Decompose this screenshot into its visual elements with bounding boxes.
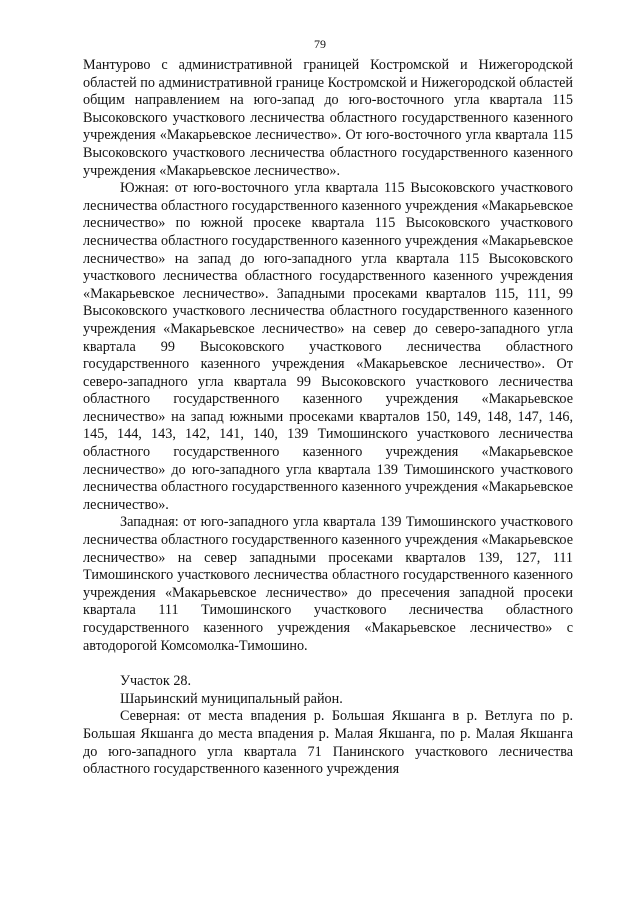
section-heading: Участок 28. — [120, 673, 192, 690]
paragraph-south-boundary: Южная: от юго-восточного угла квартала 115 Высоковского участкового лесничества областного государственного казенного учреждения «Макарьевское лесничество» по южной просеке квартала 115 Высоковского участкового лесничества областного государственного казенного учреждения «Макарьевское лесничество» на запад до юго-западного угла квартала 115 Высоковского участкового лесничества областного государственного казенного учреждения «Макарьевское лесничество». Западными просеками кварталов 115, 111, 99 Высоковского участкового лесничества областного государственного казенного учреждения «Макарьевское лесничество» на север до северо-западного угла квартала 99 Высоковского участкового лесничества областного государственного казенного учреждения «Макарьевское лесничество». От северо-западного угла квартала 99 Высоковского участкового лесничества областного государственного казенного учреждения «Макарьевское лесничество» на запад южными просеками кварталов 150, 149, 148, 147, 146, 145, 144, 143, 142, 141, 140, 139 Тимошинского участкового лесничества областного государственного казенного учреждения «Макарьевское лесничество» до юго-западного угла квартала 139 Тимошинского участкового лесничества областного государственного казенного учреждения «Макарьевское лесничество». — [83, 180, 573, 513]
paragraph-north-boundary: Северная: от места впадения р. Большая Якшанга в р. Ветлуга по р. Большая Якшанга до места впадения р. Малая Якшанга, по р. Малая Якшанга до юго-западного угла квартала 71 Панинского участкового лесничества областного государственного казенного учреждения — [83, 708, 573, 778]
district-name: Шарьинский муниципальный район. — [120, 690, 343, 707]
document-body — [83, 57, 573, 779]
paragraph-continuation: Мантурово с административной границей Костромской и Нижегородской областей по административной границе Костромской и Нижегородской областей общим направлением на юго-запад до юго-восточного угла квартала 115 Высоковского участкового лесничества областного государственного казенного учреждения «Макарьевское лесничество». От юго-восточного угла квартала 115 Высоковского участкового лесничества областного государственного казенного учреждения «Макарьевское лесничество». — [83, 57, 573, 179]
page-number: 79 — [314, 37, 326, 51]
paragraph-spacer — [83, 655, 573, 673]
paragraph-west-boundary: Западная: от юго-западного угла квартала 139 Тимошинского участкового лесничества областного государственного казенного учреждения «Макарьевское лесничество» на север западными просеками кварталов 139, 127, 111 Тимошинского участкового лесничества областного государственного казенного учреждения «Макарьевское лесничество» до пресечения западной просеки квартала 111 Тимошинского участкового лесничества областного государственного казенного учреждения «Макарьевское лесничество» с автодорогой Комсомолка-Тимошино. — [83, 514, 573, 654]
